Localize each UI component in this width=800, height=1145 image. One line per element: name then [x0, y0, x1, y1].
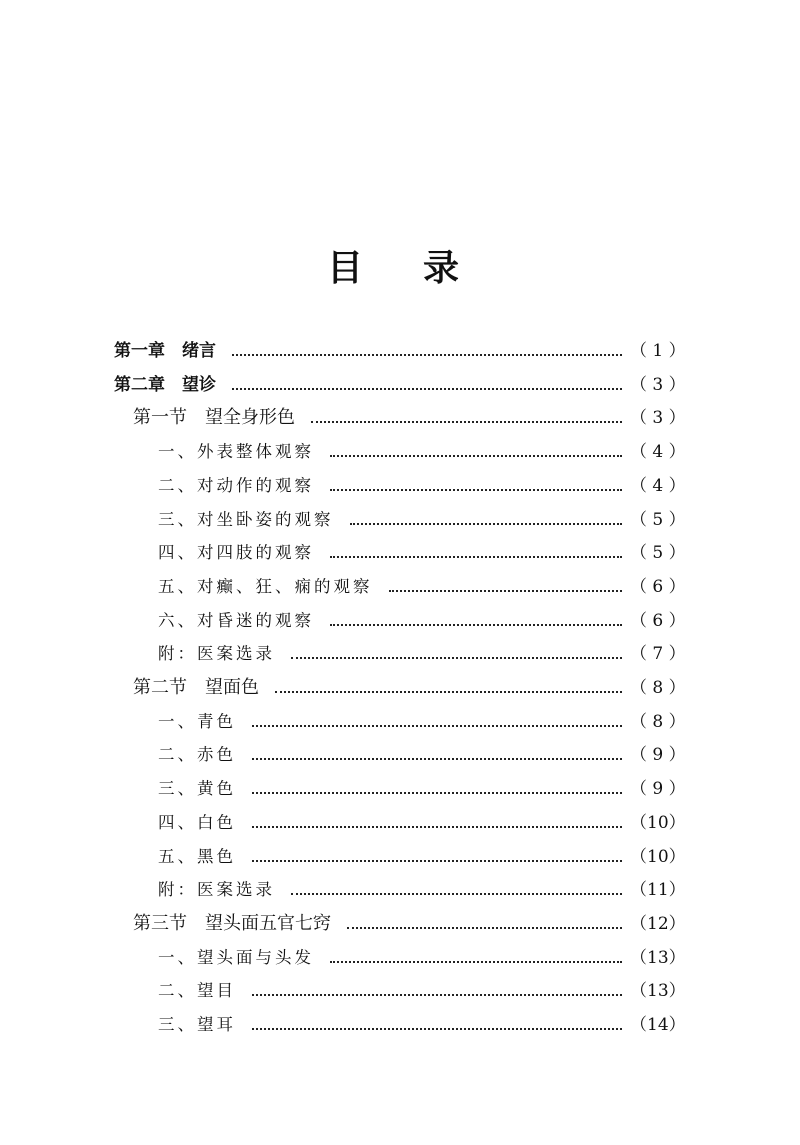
- toc-entry-label: 第一节 望全身形色: [133, 407, 295, 429]
- toc-entry-label: 第二节 望面色: [133, 677, 259, 698]
- toc-entry: [0, 808, 800, 838]
- toc-entry-label: 一、外表整体观察: [158, 442, 314, 462]
- toc-entry-label: 第一章 绪言: [114, 341, 216, 361]
- toc-leader-dots: [330, 624, 622, 626]
- toc-leader-dots: [252, 792, 622, 794]
- toc-entry: [0, 774, 800, 804]
- toc-entry: [0, 707, 800, 737]
- toc-entry-page: （ 9 ）: [630, 745, 686, 766]
- toc-entry: [0, 639, 800, 669]
- toc-entry: [0, 370, 800, 400]
- toc-leader-dots: [252, 1028, 622, 1030]
- toc-entry-page: （12）: [630, 913, 686, 934]
- toc-entry-label: 四、白色: [158, 812, 236, 832]
- toc-leader-dots: [311, 421, 622, 423]
- toc-leader-dots: [330, 489, 622, 491]
- toc-entry: [0, 842, 800, 872]
- toc-entry: [0, 909, 800, 939]
- toc-entry-label: 四、对四肢的观察: [158, 543, 314, 563]
- toc-entry-page: （ 4 ）: [630, 475, 686, 496]
- toc-entry-label: 二、对动作的观察: [158, 475, 314, 495]
- toc-entry-label: 五、黑色: [158, 846, 236, 866]
- toc-entry-page: （ 8 ）: [630, 711, 686, 732]
- toc-leader-dots: [275, 691, 622, 693]
- toc-leader-dots: [252, 860, 622, 862]
- toc-entry-label: 附：医案选录: [158, 644, 275, 664]
- toc-leader-dots: [291, 657, 622, 659]
- toc-entry: [0, 437, 800, 467]
- toc-leader-dots: [330, 556, 622, 558]
- toc-leader-dots: [232, 354, 622, 356]
- toc-entry-page: （ 8 ）: [630, 678, 686, 698]
- toc-entry: [0, 673, 800, 703]
- toc-entry-label: 三、望耳: [158, 1015, 236, 1034]
- toc-entry-page: （10）: [630, 812, 686, 833]
- toc-entry-page: （ 7 ）: [630, 644, 686, 665]
- toc-entry-page: （ 3 ）: [630, 374, 686, 395]
- toc-entry: [0, 1010, 800, 1040]
- toc-entry-page: （ 4 ）: [630, 442, 686, 463]
- toc-entry-page: （ 1 ）: [630, 341, 686, 361]
- toc-entry-label: 一、青色: [158, 711, 236, 731]
- toc-entry-page: （10）: [630, 846, 686, 867]
- toc-entry-label: 六、对昏迷的观察: [158, 610, 314, 630]
- toc-leader-dots: [291, 893, 622, 895]
- toc-leader-dots: [347, 927, 622, 929]
- toc-entry: [0, 403, 800, 433]
- toc-entry: [0, 572, 800, 602]
- toc-entry: [0, 875, 800, 905]
- toc-entry-page: （13）: [630, 947, 686, 968]
- toc-leader-dots: [252, 725, 622, 727]
- toc-entry: [0, 538, 800, 568]
- toc-entry-page: （ 5 ）: [630, 509, 686, 530]
- toc-entry-page: （ 5 ）: [630, 543, 686, 564]
- toc-entry: [0, 606, 800, 636]
- toc-entry-label: 三、对坐卧姿的观察: [158, 509, 334, 529]
- toc-entry: [0, 336, 800, 366]
- title-char-1: 目: [327, 248, 364, 289]
- toc-entry-label: 三、黄色: [158, 779, 236, 799]
- toc-entry-page: （ 9 ）: [630, 779, 686, 800]
- toc-entry-page: （ 3 ）: [630, 408, 686, 429]
- toc-entry: [0, 943, 800, 973]
- toc-leader-dots: [330, 961, 622, 963]
- toc-entry-label: 一、望头面与头发: [158, 947, 314, 967]
- toc-leader-dots: [330, 455, 622, 457]
- toc-entry-label: 五、对癫、狂、痫的观察: [158, 576, 373, 596]
- toc-leader-dots: [252, 826, 622, 828]
- toc-entry-page: （ 6 ）: [630, 576, 686, 597]
- page-title: [0, 244, 800, 294]
- toc-entry: [0, 471, 800, 501]
- toc-entry-label: 附：医案选录: [158, 880, 275, 900]
- title-char-2: 录: [423, 248, 460, 289]
- toc-entry-label: 第三节 望头面五官七窍: [133, 912, 331, 934]
- toc-entry-page: （13）: [630, 981, 686, 1002]
- toc-entry-page: （ 6 ）: [630, 610, 686, 631]
- toc-entry-label: 二、赤色: [158, 745, 236, 765]
- toc-entry: [0, 740, 800, 770]
- toc-entry-page: （11）: [630, 880, 686, 901]
- toc-leader-dots: [389, 590, 622, 592]
- toc-entry-page: （14）: [630, 1015, 686, 1035]
- toc-leader-dots: [232, 388, 622, 390]
- toc-entry: [0, 505, 800, 535]
- toc-leader-dots: [252, 994, 622, 996]
- toc-entry: [0, 976, 800, 1006]
- toc-entry-label: 第二章 望诊: [114, 374, 216, 395]
- toc-leader-dots: [350, 523, 622, 525]
- toc-leader-dots: [252, 758, 622, 760]
- toc-entry-label: 二、望目: [158, 981, 236, 1001]
